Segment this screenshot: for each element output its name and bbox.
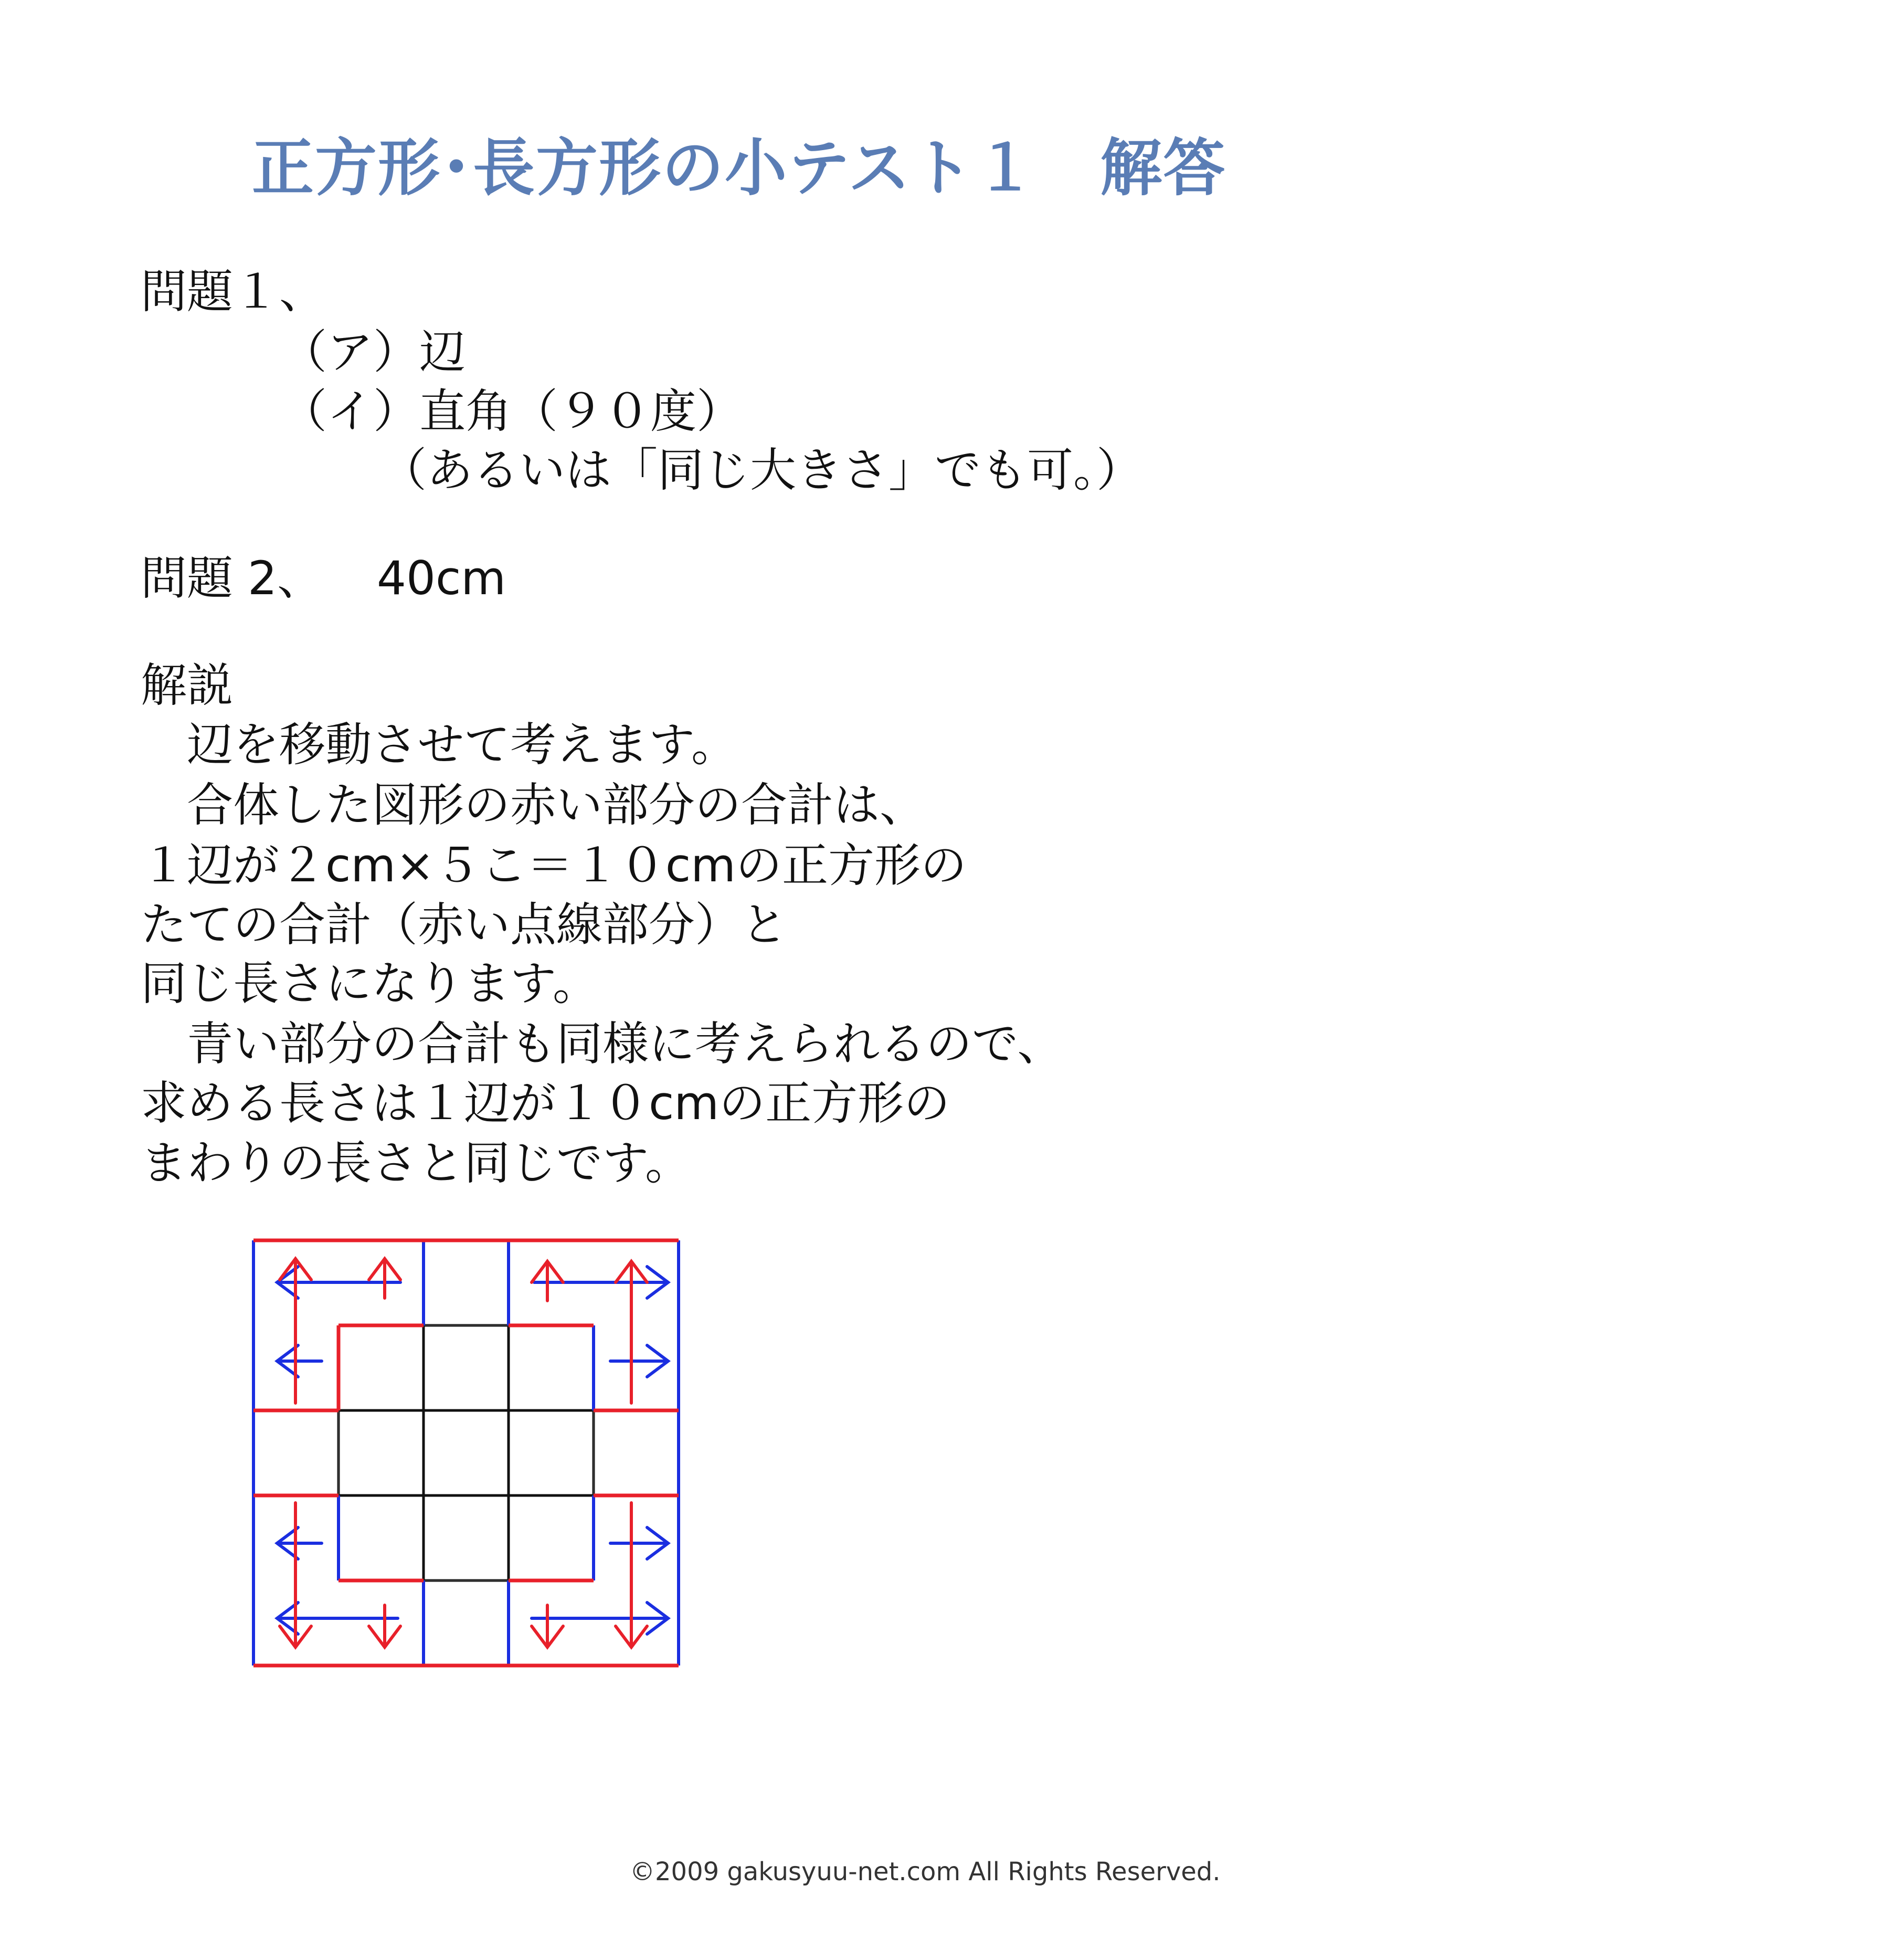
blue-outline: [253, 1240, 679, 1666]
explanation-line: 求める長さは１辺が１０cmの正方形の: [141, 1076, 950, 1130]
explanation-line: 合体した図形の赤い部分の合計は、: [141, 778, 926, 832]
question-2-answer: 40cm: [377, 551, 506, 605]
explanation-line: １辺が２cm×５こ＝１０cmの正方形の: [141, 838, 967, 892]
question-1-label: 問題１、: [141, 265, 326, 319]
explanation-line: 同じ長さになります。: [141, 956, 599, 1010]
question-2-label: 問題 2、: [141, 551, 323, 605]
inner-grid: [339, 1325, 594, 1580]
square-figure: [247, 1234, 708, 1695]
explanation-heading: 解説: [141, 658, 234, 712]
explanation-line: 辺を移動させて考えます。: [141, 718, 737, 772]
copyright-footer: ©2009 gakusyuu-net.com All Rights Reserved.: [630, 1857, 1221, 1887]
explanation-line: 青い部分の合計も同様に考えられるので、: [141, 1017, 1064, 1071]
explanation-line: たての合計（赤い点線部分）と: [141, 898, 788, 952]
question-1-answer-i: （イ）直角（９０度）: [281, 384, 743, 438]
explanation-line: まわりの長さと同じです。: [141, 1136, 691, 1190]
question-1-note: （あるいは「同じ大きさ」でも可。）: [380, 443, 1143, 497]
page-title: 正方形･長方形の小テスト１ 解答: [252, 132, 1226, 204]
red-outline: [253, 1240, 679, 1666]
question-1-answer-a: （ア）辺: [281, 325, 466, 379]
